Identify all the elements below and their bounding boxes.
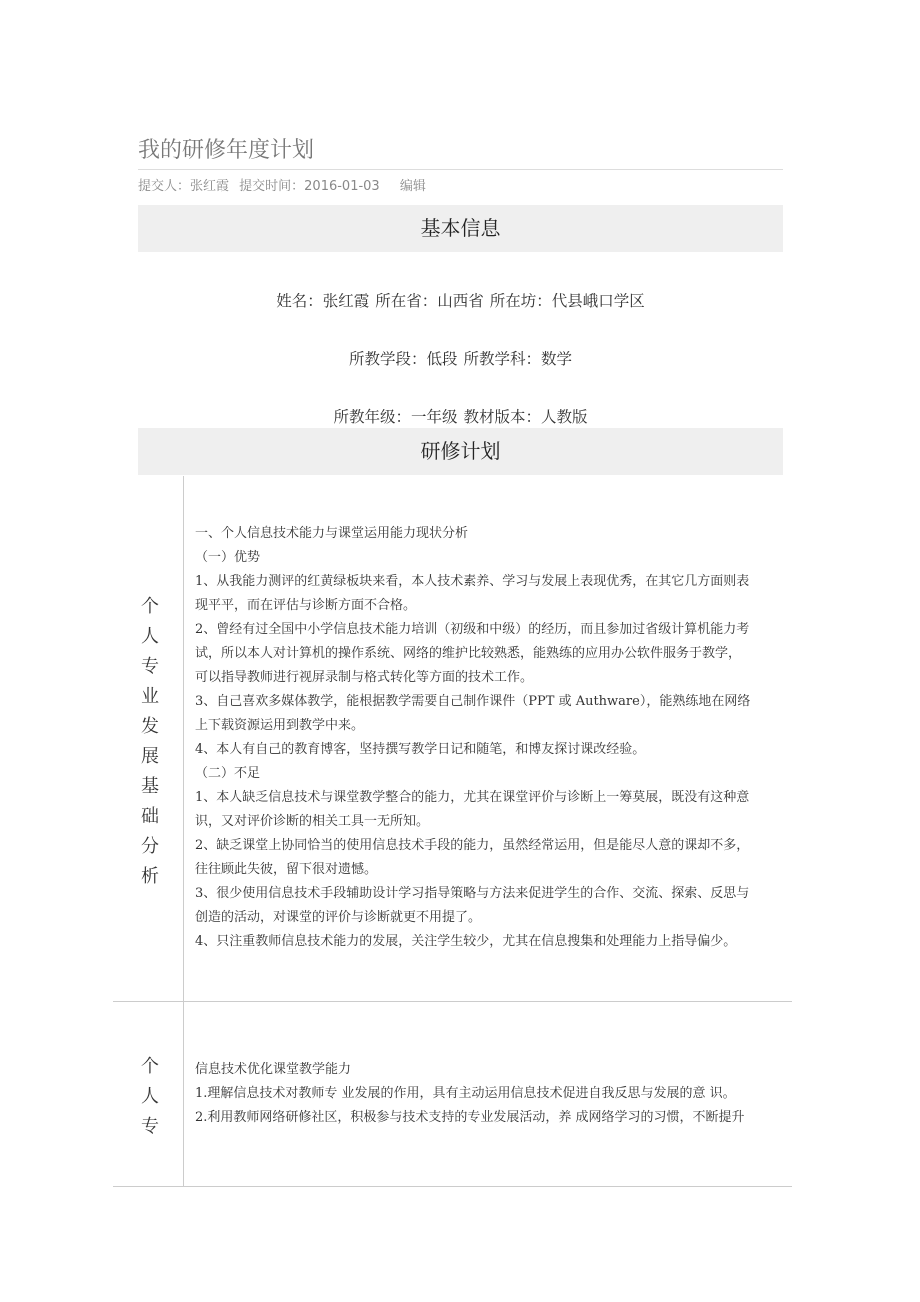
title-divider bbox=[138, 169, 783, 170]
content-line: 1.理解信息技术对教师专 业发展的作用，具有主动运用信息技术促进自我反思与发展的意 识。 bbox=[195, 1086, 736, 1101]
section1-label: 个 人 专 业 发 展 基 础 分 析 bbox=[141, 596, 159, 887]
section2-content bbox=[195, 1058, 785, 1130]
content-line: 创造的活动，对课堂的评价与诊断就更不用提了。 bbox=[195, 910, 482, 925]
submitter: 提交人：张红霞 bbox=[138, 179, 230, 194]
content-line: 4、本人有自己的教育博客，坚持撰写教学日记和随笔，和博友探讨课改经验。 bbox=[195, 742, 646, 757]
content-line: 1、本人缺乏信息技术与课堂教学整合的能力，尤其在课堂评价与诊断上一筹莫展，既没有这种意 bbox=[195, 790, 750, 805]
content-line: 可以指导教师进行视屏录制与格式转化等方面的技术工作。 bbox=[195, 670, 534, 685]
info-province: 所在省：山西省 bbox=[375, 292, 484, 310]
content-line: （二）不足 bbox=[195, 766, 261, 781]
content-line: （一）优势 bbox=[195, 550, 261, 565]
content-line: 现平平，而在评估与诊断方面不合格。 bbox=[195, 598, 417, 613]
info-subject: 所教学科：数学 bbox=[463, 350, 573, 368]
content-line: 3、自己喜欢多媒体教学，能根据教学需要自己制作课件（PPT 或 Authware），能熟练地在网络 bbox=[195, 694, 751, 709]
content-line: 一、个人信息技术能力与课堂运用能力现状分析 bbox=[195, 526, 469, 541]
section2-row-divider bbox=[113, 1186, 792, 1187]
info-textbook: 教材版本：人教版 bbox=[463, 408, 588, 426]
content-line: 2.利用教师网络研修社区，积极参与技术支持的专业发展活动，养 成网络学习的习惯，不断提升 bbox=[195, 1110, 745, 1125]
basic-info-line-1 bbox=[138, 290, 783, 312]
submit-time: 提交时间：2016-01-03 bbox=[239, 179, 380, 194]
submission-meta bbox=[138, 178, 432, 196]
section2-column-divider bbox=[183, 1002, 184, 1186]
content-line: 3、很少使用信息技术手段辅助设计学习指导策略与方法来促进学生的合作、交流、探索、反思与 bbox=[195, 886, 750, 901]
section1-column-divider bbox=[183, 476, 184, 1001]
content-line: 2、缺乏课堂上协同恰当的使用信息技术手段的能力，虽然经常运用，但是能尽人意的课却不多， bbox=[195, 838, 750, 853]
section1-row-divider bbox=[113, 1001, 792, 1002]
info-workshop: 所在坊：代县峨口学区 bbox=[489, 292, 645, 310]
plan-header: 研修计划 bbox=[138, 428, 783, 475]
content-line: 上下载资源运用到教学中来。 bbox=[195, 718, 365, 733]
content-line: 4、只注重教师信息技术能力的发展，关注学生较少，尤其在信息搜集和处理能力上指导偏少。 bbox=[195, 934, 737, 949]
content-line: 信息技术优化课堂教学能力 bbox=[195, 1062, 352, 1077]
basic-info-line-2 bbox=[138, 348, 783, 370]
section2-label: 个 人 专 bbox=[141, 1056, 159, 1137]
info-name: 姓名：张红霞 bbox=[276, 292, 370, 310]
basic-info-line-3 bbox=[138, 406, 783, 428]
section1-content bbox=[195, 522, 785, 954]
page-title: 我的研修年度计划 bbox=[138, 138, 315, 163]
content-line: 往往顾此失彼，留下很对遗憾。 bbox=[195, 862, 378, 877]
basic-info-header: 基本信息 bbox=[138, 205, 783, 252]
edit-link[interactable]: 编辑 bbox=[399, 179, 426, 194]
content-line: 2、曾经有过全国中小学信息技术能力培训（初级和中级）的经历，而且参加过省级计算机能力考 bbox=[195, 622, 750, 637]
content-line: 1、从我能力测评的红黄绿板块来看，本人技术素养、学习与发展上表现优秀，在其它几方面则表 bbox=[195, 574, 750, 589]
content-line: 识，又对评价诊断的相关工具一无所知。 bbox=[195, 814, 430, 829]
info-stage: 所教学段：低段 bbox=[348, 350, 458, 368]
info-grade: 所教年级：一年级 bbox=[333, 408, 458, 426]
content-line: 试，所以本人对计算机的操作系统、网络的维护比较熟悉，能熟练的应用办公软件服务于教学， bbox=[195, 646, 742, 661]
